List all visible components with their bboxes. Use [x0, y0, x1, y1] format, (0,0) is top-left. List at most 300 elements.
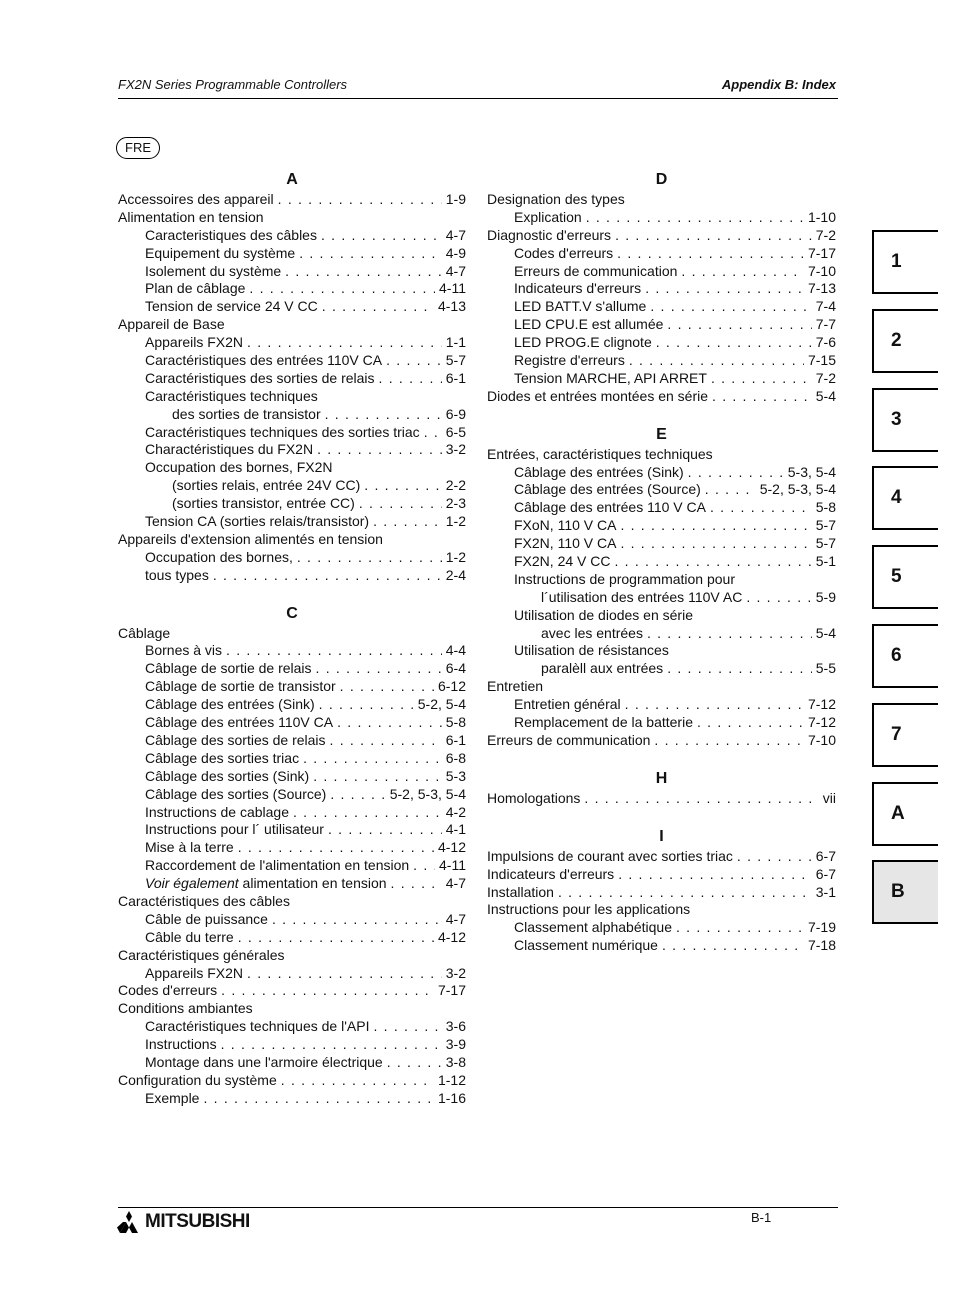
index-entry [118, 1018, 466, 1036]
index-entry-page: 5-3 [445, 767, 466, 784]
index-entry-term: Câblage de sortie de relais [145, 660, 312, 677]
index-entry-leader [299, 245, 442, 261]
index-entry [118, 750, 466, 768]
chapter-tab-3[interactable]: 3 [872, 388, 938, 452]
index-entry [118, 370, 466, 388]
index-entry [118, 388, 466, 406]
index-entry [118, 642, 466, 660]
index-entry [487, 642, 836, 660]
index-entry-term: Caractéristiques techniques des sorties triac [145, 423, 420, 440]
index-entry-leader [203, 1090, 434, 1106]
index-entry-term: Impulsions de courant avec sorties triac [487, 847, 733, 864]
index-entry-term: Appareils d'extension alimentés en tension [118, 530, 383, 547]
index-entry-leader [213, 567, 442, 583]
index-section-letter: E [656, 425, 667, 443]
index-entry-page: 2-4 [445, 566, 466, 583]
index-entry [118, 513, 466, 531]
index-entry-page: 5-3, 5-4 [787, 463, 836, 480]
index-entry [118, 625, 466, 643]
chapter-tab-5[interactable]: 5 [872, 545, 938, 609]
index-entry [118, 732, 466, 750]
index-entry [487, 298, 836, 316]
index-entry-term: Câblage des sorties de relais [145, 731, 326, 748]
index-entry-leader [247, 965, 442, 981]
index-entry-leader [387, 1054, 442, 1070]
index-entry-leader [586, 209, 804, 225]
index-entry-page: 5-4 [815, 387, 836, 404]
index-entry [118, 947, 466, 965]
index-entry-leader [617, 245, 804, 261]
index-entry-page: vii [822, 789, 836, 806]
index-entry-page: 7-18 [807, 937, 836, 954]
index-entry-leader [303, 750, 442, 766]
index-entry-page: 7-12 [807, 696, 836, 713]
index-entry-leader [328, 821, 442, 837]
index-entry-leader [710, 499, 812, 515]
index-entry-leader [359, 495, 442, 511]
index-entry-term: Instructions de programmation pour [514, 570, 735, 587]
index-entry [487, 352, 836, 370]
index-entry-page: 7-17 [807, 244, 836, 261]
index-entry-term: paralèll aux entrées [541, 660, 664, 677]
index-entry-page: 4-7 [445, 226, 466, 243]
index-entry-leader [697, 714, 804, 730]
index-entry-leader [322, 298, 434, 314]
footer-divider [118, 1207, 838, 1208]
index-entry [487, 209, 836, 227]
index-entry-leader [688, 464, 784, 480]
index-entry-page: 1-10 [807, 208, 836, 225]
index-entry [487, 370, 836, 388]
index-entry-term: (sorties relais, entrée 24V CC) [172, 477, 361, 494]
brand-name: MITSUBISHI [145, 1211, 250, 1232]
index-entry [118, 804, 466, 822]
index-entry [487, 280, 836, 298]
index-entry-page: 4-13 [437, 298, 466, 315]
index-entry-page: 6-12 [437, 678, 466, 695]
index-entry-leader [645, 280, 804, 296]
index-entry-leader [656, 334, 812, 350]
index-entry [118, 696, 466, 714]
chapter-tab-b[interactable]: B [872, 860, 938, 924]
index-entry-term: Câblage de sortie de transistor [145, 678, 336, 695]
index-entry-page: 6-5 [445, 423, 466, 440]
index-entry-leader [249, 280, 435, 296]
index-entry-term: Classement numérique [514, 937, 658, 954]
index-entry-leader [746, 589, 811, 605]
index-entry [118, 245, 466, 263]
index-entry [118, 227, 466, 245]
index-entry [118, 911, 466, 929]
index-entry [118, 965, 466, 983]
index-entry [487, 334, 836, 352]
chapter-tab-4[interactable]: 4 [872, 466, 938, 530]
index-entry-term: FX2N, 110 V CA [514, 535, 617, 552]
index-entry-leader [424, 424, 442, 440]
index-entry-term: Raccordement de l'alimentation en tension [145, 857, 410, 874]
index-entry-term: Câblage des entrées (Sink) [514, 463, 684, 480]
index-entry-page: 3-9 [445, 1036, 466, 1053]
index-entry-page: 3-2 [445, 441, 466, 458]
index-entry [118, 298, 466, 316]
index-entry-term: Câblage [118, 624, 171, 641]
index-entry [487, 919, 836, 937]
index-entry-leader [667, 660, 812, 676]
index-entry-term: Diodes et entrées montées en série [487, 387, 709, 404]
index-entry-leader [293, 804, 442, 820]
index-entry-page: 4-7 [445, 910, 466, 927]
index-entry-term: Erreurs de communication [487, 731, 651, 748]
index-entry [487, 866, 836, 884]
index-entry [118, 263, 466, 281]
index-entry [487, 607, 836, 625]
index-entry-page: 4-2 [445, 803, 466, 820]
index-entry [487, 245, 836, 263]
index-entry-term: Occupation des bornes, [145, 548, 293, 565]
index-entry [487, 227, 836, 245]
index-entry-term: Caractéristiques techniques [145, 387, 318, 404]
index-entry-term: Configuration du système [118, 1071, 277, 1088]
index-entry-term: l´utilisation des entrées 110V AC [541, 588, 743, 605]
index-entry-leader [667, 316, 811, 332]
index-entry [118, 316, 466, 334]
index-entry [118, 982, 466, 1000]
index-entry-leader [558, 884, 812, 900]
index-entry [487, 790, 836, 808]
index-entry-page: 4-12 [437, 928, 466, 945]
index-column-right [487, 169, 836, 955]
index-column-left [118, 169, 466, 1108]
index-entry [118, 660, 466, 678]
index-entry [118, 209, 466, 227]
index-entry-page: 3-1 [815, 883, 836, 900]
index-entry-leader [321, 227, 442, 243]
index-entry-term: Exemple [145, 1089, 200, 1106]
index-entry-page: 1-16 [437, 1089, 466, 1106]
index-entry [118, 441, 466, 459]
index-entry-leader [337, 714, 442, 730]
index-entry-leader [711, 370, 812, 386]
index-entry-term: FXoN, 110 V CA [514, 517, 617, 534]
index-entry [487, 499, 836, 517]
index-entry-page: 3-6 [445, 1018, 466, 1035]
index-entry-page: 5-7 [815, 535, 836, 552]
index-entry-term: Indicateurs d'erreurs [514, 280, 642, 297]
index-entry [487, 696, 836, 714]
index-entry-page: 5-2, 5-3, 5-4 [759, 481, 836, 498]
index-entry-term: Codes d'erreurs [514, 244, 614, 261]
index-entry [487, 446, 836, 464]
index-entry-leader [317, 441, 442, 457]
index-entry-page: 1-12 [437, 1071, 466, 1088]
index-entry [487, 714, 836, 732]
header-series-title: FX2N Series Programmable Controllers [118, 77, 348, 92]
index-entry-term: Câblage des entrées (Source) [514, 481, 701, 498]
index-entry-page: 5-8 [445, 714, 466, 731]
index-entry-page: 6-1 [445, 369, 466, 386]
index-entry-page: 2-3 [445, 495, 466, 512]
index-entry-page: 4-9 [445, 244, 466, 261]
index-entry-leader [278, 191, 442, 207]
index-entry [487, 535, 836, 553]
index-entry-term: Appareil de Base [118, 316, 225, 333]
index-entry-page: 4-12 [437, 839, 466, 856]
index-entry-term: Caracteristiques des câbles [145, 226, 317, 243]
index-entry-leader [238, 839, 434, 855]
index-entry-leader [662, 937, 804, 953]
index-section-letter: D [655, 171, 668, 188]
index-entry-page: 7-2 [815, 369, 836, 386]
index-entry-leader [620, 535, 811, 551]
index-entry-term: FX2N, 24 V CC [514, 553, 611, 570]
index-entry [118, 821, 466, 839]
index-entry [118, 531, 466, 549]
index-entry-page: 5-1 [815, 553, 836, 570]
index-entry-term: Utilisation de résistances [514, 642, 669, 659]
index-entry-term: Plan de câblage [145, 280, 246, 297]
index-entry-leader [330, 786, 385, 802]
index-entry-page: 6-1 [445, 731, 466, 748]
index-entry-term [145, 875, 387, 891]
index-entry-leader [650, 298, 811, 314]
index-entry-page: 7-13 [807, 280, 836, 297]
index-entry-term: Câble de puissance [145, 910, 268, 927]
brand-logo [116, 1211, 250, 1233]
index-entry [118, 768, 466, 786]
index-entry-leader [705, 481, 756, 497]
index-entry-page: 6-4 [445, 660, 466, 677]
index-entry [118, 786, 466, 804]
index-entry-leader [681, 263, 804, 279]
index-entry-term: Classement alphabétique [514, 919, 672, 936]
index-entry-page: 5-4 [815, 624, 836, 641]
mitsubishi-diamonds-icon [116, 1211, 142, 1233]
index-entry [118, 1000, 466, 1018]
index-entry-term: Instructions pour les applications [487, 901, 691, 918]
index-entry-leader [391, 875, 442, 891]
index-entry [118, 678, 466, 696]
index-entry [487, 678, 836, 696]
index-entry [118, 549, 466, 567]
index-entry-term: Caractéristiques des entrées 110V CA [145, 352, 383, 369]
chapter-tab-7[interactable]: 7 [872, 703, 938, 767]
index-entry [487, 732, 836, 750]
index-entry-leader [373, 1018, 441, 1034]
index-entry-term: Bornes à vis [145, 642, 223, 659]
index-entry-page: 1-1 [445, 334, 466, 351]
chapter-tab-a[interactable]: A [872, 782, 938, 846]
index-entry [118, 406, 466, 424]
index-entry-page: 7-17 [437, 982, 466, 999]
index-entry-page: 4-11 [439, 280, 466, 297]
index-entry-term: Occupation des bornes, FX2N [145, 459, 333, 476]
index-entry [118, 459, 466, 477]
index-section-letter: I [659, 827, 664, 845]
index-entry-leader [614, 553, 811, 569]
page-number: B-1 [751, 1210, 772, 1225]
index-entry-term: LED PROG.E clignote [514, 334, 652, 351]
index-entry-term: Instructions [145, 1036, 217, 1053]
index-entry-page: 1-2 [445, 548, 466, 565]
index-entry-term: Alimentation en tension [118, 208, 264, 225]
index-entry [487, 589, 836, 607]
index-entry [487, 937, 836, 955]
index-entry-leader [629, 352, 804, 368]
index-entry-leader [313, 768, 442, 784]
index-entry-page: 7-6 [815, 334, 836, 351]
index-entry-leader [373, 513, 442, 529]
index-entry-page: 5-7 [445, 352, 466, 369]
index-entry-leader [316, 660, 442, 676]
index-entry-page: 5-2, 5-4 [417, 696, 466, 713]
index-entry [118, 424, 466, 442]
index-entry-leader [221, 1036, 442, 1052]
index-entry-leader [647, 625, 812, 641]
index-entry-leader [238, 929, 434, 945]
index-entry-leader [340, 678, 434, 694]
index-entry-leader [281, 1072, 434, 1088]
index-entry [487, 625, 836, 643]
index-entry-term: Isolement du système [145, 262, 282, 279]
chapter-tab-2[interactable]: 2 [872, 309, 938, 373]
index-entry-see-also: Voir également [145, 875, 239, 892]
index-entry-term: Accessoires des appareil [118, 191, 274, 207]
index-entry [118, 875, 466, 893]
chapter-tab-6[interactable]: 6 [872, 624, 938, 688]
index-entry-page: 5-8 [815, 499, 836, 516]
index-entry [487, 571, 836, 589]
index-entry [487, 481, 836, 499]
index-entry-term: Câble du terre [145, 928, 234, 945]
index-entry-term: LED BATT.V s'allume [514, 298, 647, 315]
index-entry-leader [285, 263, 442, 279]
header-divider [118, 98, 838, 99]
index-entry-leader [620, 517, 811, 533]
index-entry-page: 7-4 [815, 298, 836, 315]
index-entry [118, 334, 466, 352]
index-entry-term: Diagnostic d'erreurs [487, 226, 612, 243]
index-entry-term: Remplacement de la batterie [514, 714, 693, 731]
index-entry-leader [737, 848, 812, 864]
index-entry-page: 5-2, 5-3, 5-4 [389, 785, 466, 802]
index-entry-page: 4-11 [439, 857, 466, 874]
language-badge: FRE [116, 137, 160, 159]
index-entry-leader [625, 696, 804, 712]
index-entry-leader [618, 866, 812, 882]
index-entry-term: Instructions pour l´ utilisateur [145, 821, 324, 838]
index-entry [118, 1054, 466, 1072]
index-entry-page: 1-2 [445, 513, 466, 530]
index-entry-leader [413, 857, 435, 873]
index-entry-leader [272, 911, 442, 927]
index-entry-page: 7-7 [815, 316, 836, 333]
index-entry-term: Câblage des sorties (Sink) [145, 767, 310, 784]
index-entry-term: Caractéristiques générales [118, 946, 285, 963]
index-entry-term: Caractéristiques des câbles [118, 892, 290, 909]
index-entry-page: 4-4 [445, 642, 466, 659]
index-entry [118, 929, 466, 947]
index-entry-leader [226, 642, 442, 658]
index-entry-term: Conditions ambiantes [118, 1000, 253, 1017]
index-entry-page: 6-9 [445, 405, 466, 422]
index-entry-term: Entretien général [514, 696, 621, 713]
index-entry-term: Equipement du système [145, 244, 296, 261]
index-entry-leader [584, 790, 818, 806]
header-section-title: Appendix B: Index [721, 77, 836, 92]
index-entry [487, 263, 836, 281]
index-entry-term: Explication [514, 208, 582, 225]
index-entry-term: Indicateurs d'erreurs [487, 865, 615, 882]
index-entry-page: 7-2 [815, 226, 836, 243]
index-entry-leader [247, 334, 442, 350]
index-entry [118, 1072, 466, 1090]
index-entry-term: avec les entrées [541, 624, 643, 641]
index-entry [118, 857, 466, 875]
index-entry-term-text: alimentation en tension [238, 875, 387, 892]
index-entry-leader [330, 732, 442, 748]
index-entry-page: 7-10 [807, 731, 836, 748]
index-entry-term: Appareils FX2N [145, 334, 244, 351]
index-entry-term: Tension de service 24 V CC [145, 298, 318, 315]
index-entry-term: Appareils FX2N [145, 964, 244, 981]
index-entry-term: tous types [145, 566, 209, 583]
index-entry-page: 6-7 [815, 847, 836, 864]
index-entry-leader [676, 919, 804, 935]
index-entry-term: Mise à la terre [145, 839, 234, 856]
index-entry-term: Instructions de cablage [145, 803, 289, 820]
index-entry [487, 191, 836, 209]
index-entry [487, 316, 836, 334]
index-entry-page: 5-5 [815, 660, 836, 677]
index-entry-term: Homologations [487, 789, 581, 806]
index-entry-term: Montage dans une l'armoire électrique [145, 1053, 383, 1070]
index-entry-page: 7-15 [807, 352, 836, 369]
index-entry-leader [379, 370, 442, 386]
index-entry-term: Tension CA (sorties relais/transistor) [145, 513, 370, 530]
index-section-letter: A [286, 171, 298, 188]
index-section-letter: H [655, 769, 668, 787]
index-entry [487, 553, 836, 571]
index-entry [118, 495, 466, 513]
chapter-tab-1[interactable]: 1 [872, 230, 938, 294]
index-entry-term: Charactéristiques du FX2N [145, 441, 314, 458]
index-entry-page: 7-12 [807, 714, 836, 731]
index-entry [118, 839, 466, 857]
index-entry [487, 517, 836, 535]
index-entry-term: Câblage des entrées 110 V CA [514, 499, 706, 516]
index-entry-term: Câblage des sorties (Source) [145, 785, 327, 802]
index-entry [487, 464, 836, 482]
index-entry-leader [615, 227, 812, 243]
index-entry-term: Utilisation de diodes en série [514, 606, 693, 623]
index-entry-leader [325, 406, 442, 422]
index-entry [118, 567, 466, 585]
index-entry-term: Erreurs de communication [514, 262, 678, 279]
index-entry-term: Tension MARCHE, API ARRET [514, 369, 707, 386]
index-entry-term: Codes d'erreurs [118, 982, 218, 999]
index-entry-term: Caractéristiques techniques de l'API [145, 1018, 370, 1035]
index-entry-leader [364, 477, 441, 493]
index-entry-page: 3-8 [445, 1053, 466, 1070]
index-entry-leader [386, 352, 442, 368]
index-entry-term: Caractéristiques des sorties de relais [145, 369, 375, 386]
index-entry-page: 7-10 [807, 262, 836, 279]
index-entry [118, 1036, 466, 1054]
index-entry-term: Installation [487, 883, 554, 900]
index-entry [118, 352, 466, 370]
index-entry-page: 6-7 [815, 865, 836, 882]
index-entry-page: 4-7 [445, 262, 466, 279]
